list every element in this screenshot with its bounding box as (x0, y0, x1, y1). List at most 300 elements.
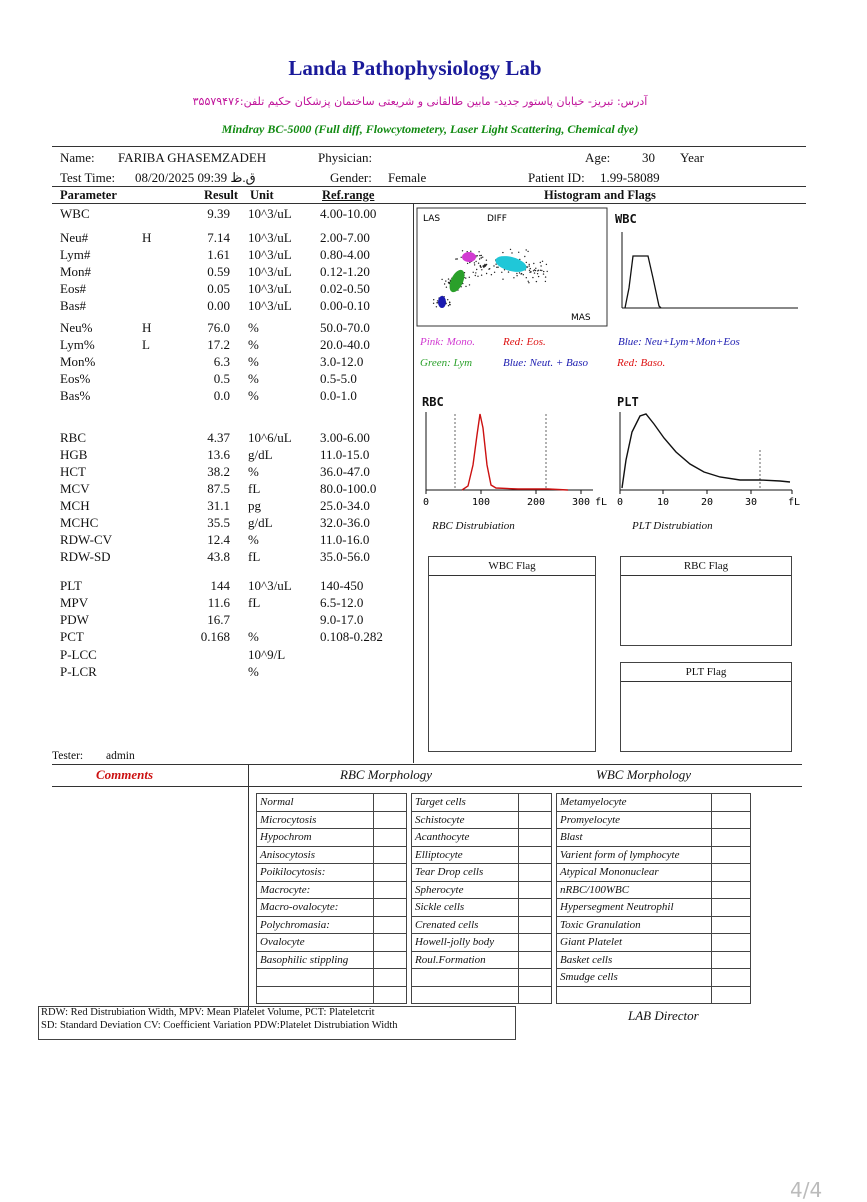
result-row (0, 388, 415, 405)
scatter-dot (486, 260, 487, 261)
result-value: 6.3 (213, 354, 230, 369)
result-row (0, 481, 415, 498)
scatter-dot (449, 304, 450, 305)
scatter-dot (494, 272, 495, 273)
scatter-dot (537, 273, 538, 274)
scatter-dot (448, 305, 449, 306)
scatter-dot (540, 262, 541, 263)
scatter-dot (545, 281, 546, 282)
scatter-dot (529, 265, 530, 266)
morphology-row (257, 916, 751, 934)
flag-box-divider (621, 575, 791, 576)
morphology-checkbox[interactable] (519, 881, 552, 899)
scatter-dot (465, 286, 466, 287)
scatter-dot (501, 272, 502, 273)
scatter-dot (533, 263, 534, 264)
scatter-dot (481, 275, 482, 276)
morphology-checkbox[interactable] (712, 846, 751, 864)
morphology-item (257, 986, 374, 1004)
result-value: 4.37 (207, 430, 230, 445)
scatter-dot (547, 271, 548, 272)
scatter-dot (475, 261, 476, 262)
result-unit: 10^3/uL (248, 247, 292, 262)
scatter-dot (527, 251, 528, 252)
plt-caption: PLT Distrubiation (632, 520, 713, 532)
morphology-checkbox[interactable] (374, 846, 407, 864)
morphology-item: Target cells (412, 794, 519, 812)
result-row (0, 515, 415, 532)
scatter-dot (502, 279, 503, 280)
result-value: 7.14 (207, 230, 230, 245)
scatter-dot (441, 279, 442, 280)
result-ref-range: 20.0-40.0 (320, 337, 370, 352)
scatter-dot (497, 267, 498, 268)
scatter-dot (437, 300, 438, 301)
result-name: Mon% (60, 354, 96, 369)
scatter-dot (480, 265, 481, 266)
result-value: 0.59 (207, 264, 230, 279)
flag-box-divider (621, 681, 791, 682)
morphology-checkbox[interactable] (519, 916, 552, 934)
result-row (0, 320, 415, 337)
divider (52, 203, 806, 204)
morphology-item: Blast (557, 829, 712, 847)
rbc-histogram (418, 410, 613, 510)
result-name: MPV (60, 595, 89, 610)
result-ref-range: 0.00-0.10 (320, 298, 370, 313)
plt-ticks (620, 490, 792, 494)
morphology-checkbox[interactable] (374, 881, 407, 899)
morphology-checkbox[interactable] (374, 794, 407, 812)
neut-cluster (494, 253, 529, 275)
plt-tick-20: 20 (701, 497, 714, 508)
wbc-flag-title: WBC Flag (488, 560, 536, 572)
plt-hist-label: PLT (617, 395, 639, 409)
scatter-mas-label: MAS (571, 313, 591, 323)
scatter-dot (535, 268, 536, 269)
scatter-dot (529, 270, 530, 271)
result-unit: g/dL (248, 515, 273, 530)
result-ref-range: 9.0-17.0 (320, 612, 364, 627)
scatter-dot (470, 251, 471, 252)
scatter-dot (493, 265, 494, 266)
morphology-item: Hypersegment Neutrophil (557, 899, 712, 917)
morphology-checkbox[interactable] (519, 846, 552, 864)
result-ref-range: 36.0-47.0 (320, 464, 370, 479)
rbc-tick-0: 0 (423, 497, 430, 508)
result-unit: 10^3/uL (248, 298, 292, 313)
result-value: 13.6 (207, 447, 230, 462)
morphology-checkbox[interactable] (519, 829, 552, 847)
morphology-checkbox[interactable] (519, 899, 552, 917)
result-unit: 10^3/uL (248, 230, 292, 245)
morphology-item: Basophilic stippling (257, 951, 374, 969)
scatter-dot (436, 306, 437, 307)
scatter-dot (513, 277, 514, 278)
scatter-dot (467, 263, 468, 264)
result-value: 35.5 (207, 515, 230, 530)
morphology-checkbox[interactable] (519, 794, 552, 812)
morphology-row (257, 811, 751, 829)
scatter-dot (461, 257, 462, 258)
rbc-flag-title: RBC Flag (683, 560, 729, 572)
morphology-item (557, 986, 712, 1004)
scatter-dot (469, 277, 470, 278)
comments-divider (248, 764, 249, 1010)
rbc-tick-100: 100 (472, 497, 491, 508)
scatter-dots (433, 249, 548, 308)
scatter-dot (519, 272, 520, 273)
result-ref-range: 0.02-0.50 (320, 281, 370, 296)
scatter-dot (510, 249, 511, 250)
lab-title: Landa Pathophysiology Lab (288, 56, 542, 80)
result-value: 0.0 (213, 388, 230, 403)
scatter-dot (433, 303, 434, 304)
morphology-checkbox[interactable] (712, 794, 751, 812)
morphology-checkbox[interactable] (374, 951, 407, 969)
age-label: Age: (585, 150, 611, 165)
morphology-row (257, 934, 751, 952)
result-name: PCT (60, 629, 84, 644)
scatter-dot (446, 287, 447, 288)
scatter-dot (445, 280, 446, 281)
plt-tick-10: 10 (657, 497, 670, 508)
result-row (0, 281, 415, 298)
scatter-dot (542, 261, 543, 262)
scatter-las-label: LAS (423, 214, 441, 224)
morphology-item: Acanthocyte (412, 829, 519, 847)
morphology-item: Giant Platelet (557, 934, 712, 952)
morphology-item: Poikilocytosis: (257, 864, 374, 882)
scatter-dot (448, 278, 449, 279)
result-name: PLT (60, 578, 82, 593)
morphology-item: Microcytosis (257, 811, 374, 829)
test-time-label: Test Time: (60, 170, 116, 185)
wbc-scatter-plot (415, 206, 610, 328)
scatter-dot (477, 255, 478, 256)
result-name: Bas# (60, 298, 86, 313)
header-result: Result (204, 188, 239, 202)
morphology-item: nRBC/100WBC (557, 881, 712, 899)
result-unit: pg (248, 498, 261, 513)
lab-address: آدرس: تبریز- خیابان پاستور جدید- مابین طالقانی و شریعتی ساختمان پزشکان حکیم تلفن:۳۵۵۷۹۴۷۶ (192, 95, 648, 108)
morphology-checkbox[interactable] (374, 899, 407, 917)
header-parameter: Parameter (60, 188, 117, 202)
scatter-dot (478, 263, 479, 264)
morphology-item: Toxic Granulation (557, 916, 712, 934)
morphology-item: Macro-ovalocyte: (257, 899, 374, 917)
result-name: P-LCC (60, 647, 97, 662)
scatter-dot (433, 299, 434, 300)
scatter-dot (526, 277, 527, 278)
morphology-row (257, 794, 751, 812)
result-ref-range: 11.0-16.0 (320, 532, 370, 547)
plt-flag-box (620, 662, 792, 752)
scatter-dot (482, 257, 483, 258)
result-ref-range: 0.108-0.282 (320, 629, 383, 644)
scatter-dot (462, 250, 463, 251)
result-row (0, 447, 415, 464)
result-row (0, 595, 415, 612)
result-value: 0.168 (200, 629, 230, 644)
morphology-item: Tear Drop cells (412, 864, 519, 882)
comments-title: Comments (96, 767, 154, 782)
tester-name: admin (106, 750, 135, 762)
scatter-dot (481, 257, 482, 258)
morphology-checkbox[interactable] (712, 899, 751, 917)
plt-hist-curve (622, 414, 790, 488)
scatter-dot (469, 284, 470, 285)
morphology-checkbox[interactable] (374, 986, 407, 1004)
scatter-dot (543, 271, 544, 272)
result-row (0, 549, 415, 566)
scatter-dot (477, 276, 478, 277)
result-ref-range: 35.0-56.0 (320, 549, 370, 564)
legend-pink: Pink: Mono. (420, 336, 475, 348)
morphology-checkbox[interactable] (519, 864, 552, 882)
result-value: 17.2 (207, 337, 230, 352)
scatter-dot (526, 262, 527, 263)
result-ref-range: 32.0-36.0 (320, 515, 370, 530)
morphology-checkbox[interactable] (374, 969, 407, 987)
mono-cluster (462, 252, 476, 262)
scatter-dot (511, 252, 512, 253)
morphology-item: Crenated cells (412, 916, 519, 934)
scatter-dot (534, 272, 535, 273)
morphology-item (412, 969, 519, 987)
result-unit: % (248, 464, 259, 479)
result-name: P-LCR (60, 664, 97, 679)
result-unit: 10^3/uL (248, 206, 292, 221)
scatter-dot (508, 271, 509, 272)
plt-flag-title: PLT Flag (685, 666, 727, 678)
result-row (0, 612, 415, 629)
result-row (0, 464, 415, 481)
baso-cluster (438, 296, 446, 308)
legend-blue2: Blue: Neut. + Baso (503, 357, 589, 369)
tester-label: Tester: (52, 750, 84, 762)
lym-cluster (446, 268, 467, 295)
result-unit: fL (248, 549, 261, 564)
page-number: 4/4 (790, 1178, 823, 1202)
result-value: 1.61 (207, 247, 230, 262)
result-flag: H (142, 320, 152, 335)
result-name: MCV (60, 481, 90, 496)
result-name: RDW-CV (60, 532, 112, 547)
scatter-dot (481, 255, 482, 256)
scatter-dot (528, 282, 529, 283)
result-unit: % (248, 629, 259, 644)
morphology-row (257, 846, 751, 864)
result-value: 0.00 (207, 298, 230, 313)
result-ref-range: 0.80-4.00 (320, 247, 370, 262)
scatter-dot (475, 272, 476, 273)
result-value: 12.4 (207, 532, 230, 547)
scatter-dot (540, 270, 541, 271)
result-value: 87.5 (207, 481, 230, 496)
flag-box-divider (429, 575, 595, 576)
morphology-checkbox[interactable] (519, 969, 552, 987)
result-ref-range: 3.00-6.00 (320, 430, 370, 445)
result-unit: fL (248, 481, 261, 496)
scatter-dot (530, 271, 531, 272)
plt-histogram (612, 410, 807, 510)
rbc-tick-300: 300 (572, 497, 591, 508)
scatter-dot (480, 267, 481, 268)
lab-director: LAB Director (628, 1008, 699, 1023)
age-unit: Year (680, 150, 704, 165)
morphology-checkbox[interactable] (712, 881, 751, 899)
morphology-row (257, 881, 751, 899)
morphology-checkbox[interactable] (374, 829, 407, 847)
morphology-item: Atypical Mononuclear (557, 864, 712, 882)
result-name: WBC (60, 206, 90, 221)
morphology-item: Ovalocyte (257, 934, 374, 952)
wbc-morphology-title: WBC Morphology (596, 767, 691, 782)
scatter-dot (543, 273, 544, 274)
scatter-dot (469, 262, 470, 263)
morphology-checkbox[interactable] (374, 811, 407, 829)
scatter-dot (523, 274, 524, 275)
scatter-dot (449, 302, 450, 303)
rbc-hist-label: RBC (422, 395, 444, 409)
result-ref-range: 80.0-100.0 (320, 481, 377, 496)
scatter-dot (516, 273, 517, 274)
scatter-diff-label: DIFF (487, 214, 507, 224)
result-unit: g/dL (248, 447, 273, 462)
morphology-item: Anisocytosis (257, 846, 374, 864)
morphology-checkbox[interactable] (374, 864, 407, 882)
result-ref-range: 0.5-5.0 (320, 371, 357, 386)
morphology-checkbox[interactable] (519, 811, 552, 829)
morphology-checkbox[interactable] (374, 916, 407, 934)
result-ref-range: 4.00-10.00 (320, 206, 377, 221)
scatter-dot (532, 277, 533, 278)
morphology-checkbox[interactable] (712, 811, 751, 829)
scatter-dot (474, 264, 475, 265)
morphology-checkbox[interactable] (519, 986, 552, 1004)
rbc-hist-curve (462, 414, 568, 490)
morphology-item: Smudge cells (557, 969, 712, 987)
name-label: Name: (60, 150, 95, 165)
morphology-checkbox[interactable] (374, 934, 407, 952)
morphology-item: Normal (257, 794, 374, 812)
result-unit: % (248, 664, 259, 679)
rbc-flag-box (620, 556, 792, 646)
result-ref-range: 0.0-1.0 (320, 388, 357, 403)
scatter-dot (528, 281, 529, 282)
wbc-hist-curve (625, 256, 661, 308)
morphology-checkbox[interactable] (712, 969, 751, 987)
scatter-dot (538, 276, 539, 277)
result-name: MCH (60, 498, 90, 513)
legend-red: Red: Eos. (503, 336, 546, 348)
result-row (0, 664, 415, 681)
wbc-histogram (615, 228, 800, 313)
morphology-item (257, 969, 374, 987)
morphology-item: Elliptocyte (412, 846, 519, 864)
scatter-dot (474, 262, 475, 263)
scatter-dot (478, 251, 479, 252)
result-row (0, 629, 415, 646)
header-histogram: Histogram and Flags (544, 188, 656, 202)
result-name: Lym% (60, 337, 95, 352)
morphology-row (257, 829, 751, 847)
header-unit: Unit (250, 188, 274, 202)
result-value: 0.05 (207, 281, 230, 296)
patient-id-label: Patient ID: (528, 170, 585, 185)
gender-label: Gender: (330, 170, 372, 185)
morphology-item: Polychromasia: (257, 916, 374, 934)
morphology-checkbox[interactable] (712, 916, 751, 934)
morphology-row (257, 899, 751, 917)
device-info: Mindray BC-5000 (Full diff, Flowcytometery, Laser Light Scattering, Chemical dye) (221, 122, 639, 136)
scatter-dot (486, 273, 487, 274)
result-ref-range: 3.0-12.0 (320, 354, 364, 369)
scatter-dot (495, 264, 496, 265)
scatter-dot (457, 258, 458, 259)
result-row (0, 371, 415, 388)
morphology-checkbox[interactable] (712, 934, 751, 952)
result-value: 38.2 (207, 464, 230, 479)
result-unit: % (248, 371, 259, 386)
scatter-dot (481, 269, 482, 270)
scatter-dot (488, 269, 489, 270)
morphology-checkbox[interactable] (712, 829, 751, 847)
morphology-row (257, 951, 751, 969)
result-row (0, 578, 415, 595)
result-name: Lym# (60, 247, 91, 262)
scatter-dot (546, 264, 547, 265)
result-row (0, 430, 415, 447)
scatter-dot (479, 258, 480, 259)
morphology-table (256, 793, 751, 1004)
result-unit: 10^3/uL (248, 264, 292, 279)
legend-red2: Red: Baso. (617, 357, 666, 369)
result-ref-range: 140-450 (320, 578, 364, 593)
scatter-dot (444, 283, 445, 284)
morphology-checkbox[interactable] (712, 864, 751, 882)
result-name: Neu# (60, 230, 89, 245)
result-name: Neu% (60, 320, 93, 335)
scatter-dot (529, 264, 530, 265)
scatter-dot (447, 299, 448, 300)
result-row (0, 647, 415, 664)
test-time-value: 08/20/2025 09:39 ق.ظ (135, 170, 256, 185)
result-value: 16.7 (207, 612, 230, 627)
morphology-checkbox[interactable] (712, 986, 751, 1004)
result-ref-range: 0.12-1.20 (320, 264, 370, 279)
morphology-checkbox[interactable] (712, 951, 751, 969)
result-name: Bas% (60, 388, 91, 403)
legend-green: Green: Lym (420, 357, 473, 369)
morphology-checkbox[interactable] (519, 951, 552, 969)
morphology-item: Hypochrom (257, 829, 374, 847)
result-value: 43.8 (207, 549, 230, 564)
scatter-dot (540, 265, 541, 266)
result-ref-range: 50.0-70.0 (320, 320, 370, 335)
result-name: RDW-SD (60, 549, 111, 564)
morphology-checkbox[interactable] (519, 934, 552, 952)
result-row (0, 264, 415, 281)
abbreviations-line1: RDW: Red Distrubiation Width, MPV: Mean Platelet Volume, PCT: Plateletcrit (41, 1007, 375, 1018)
scatter-dot (479, 255, 480, 256)
scatter-dot (541, 270, 542, 271)
plt-tick-0: 0 (617, 497, 624, 508)
morphology-row (257, 986, 751, 1004)
rbc-morphology-title: RBC Morphology (340, 767, 433, 782)
result-unit: fL (248, 595, 261, 610)
